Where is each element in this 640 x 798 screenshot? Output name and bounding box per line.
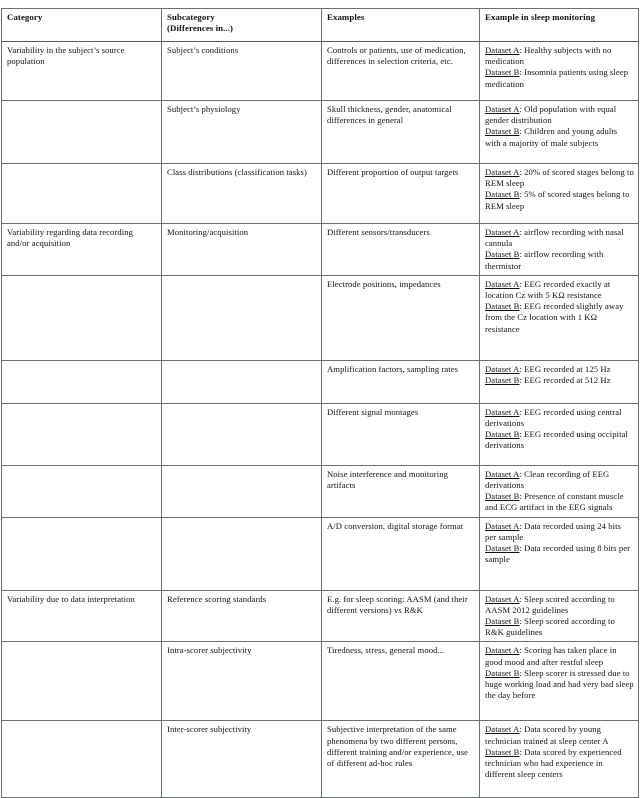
cell-sleep-example: [480, 275, 639, 360]
cell-subcategory-text: Intra-scorer subjectivity: [167, 645, 252, 656]
cell-sleep-example: [480, 642, 639, 721]
dataset-b-label: Dataset B: [485, 543, 520, 554]
cell-category: [2, 517, 162, 590]
variability-sources-table: [1, 8, 639, 798]
dataset-b-text: : Presence of constant muscle and ECG artifact in the EEG signals: [485, 491, 624, 513]
cell-subcategory-text: Subject’s physiology: [167, 104, 241, 114]
table-container: [1, 8, 639, 798]
cell-category: [2, 721, 162, 798]
dataset-a-line: [485, 521, 634, 543]
dataset-a-line: [485, 407, 634, 429]
dataset-b-line: [485, 375, 634, 386]
dataset-b-label: Dataset B: [485, 667, 520, 678]
cell-subcategory: [162, 360, 322, 403]
dataset-b-label: Dataset B: [485, 301, 520, 312]
table-row: [2, 403, 639, 465]
cell-sleep-example: [480, 721, 639, 798]
dataset-a-label: Dataset A: [485, 363, 520, 374]
column-header-subcategory-sublabel: (Differences in...): [167, 23, 233, 34]
cell-examples: [322, 224, 480, 276]
cell-examples: [322, 42, 480, 101]
dataset-b-line: [485, 491, 634, 513]
cell-subcategory-text: Inter-scorer subjectivity: [167, 724, 252, 735]
dataset-b-line: [485, 126, 634, 148]
dataset-a-line: [485, 364, 634, 375]
dataset-b-text: : Insomnia patients using sleep medication: [485, 67, 629, 89]
table-row: [2, 42, 639, 101]
cell-category: [2, 403, 162, 465]
cell-subcategory: [162, 465, 322, 517]
dataset-a-label: Dataset A: [485, 278, 520, 289]
cell-subcategory: [162, 590, 322, 642]
dataset-b-label: Dataset B: [485, 189, 520, 200]
cell-examples-text: Different signal montages: [327, 406, 419, 417]
column-header-category: [2, 9, 162, 42]
dataset-b-line: [485, 67, 634, 89]
dataset-b-label: Dataset B: [485, 429, 520, 440]
dataset-a-text: : 20% of scored stages belong to REM sleep: [485, 167, 634, 189]
table-header: [2, 9, 639, 42]
dataset-a-label: Dataset A: [485, 45, 520, 55]
dataset-b-label: Dataset B: [485, 616, 520, 627]
cell-examples: [322, 164, 480, 224]
cell-category-text: Variability in the subject’s source population: [7, 45, 125, 67]
dataset-b-text: : 5% of scored stages belong to REM sleep: [485, 189, 630, 211]
cut-off-caption-line: [0, 0, 640, 3]
cell-examples: [322, 590, 480, 642]
cell-category-text: Variability due to data interpretation: [7, 593, 135, 604]
dataset-a-text: : EEG recorded using central derivations: [485, 406, 622, 429]
cell-examples-text: Noise interference and monitoring artifacts: [327, 468, 448, 491]
cell-sleep-example: [480, 590, 639, 642]
dataset-a-text: : Scoring has taken place in good mood and after restful sleep: [485, 645, 617, 667]
cell-examples-text: Skull thickness, gender, anatomical differences in general: [327, 104, 452, 126]
cell-subcategory-text: Subject’s conditions: [167, 45, 239, 55]
cell-subcategory: [162, 224, 322, 276]
dataset-b-label: Dataset B: [485, 491, 520, 502]
cell-examples: [322, 517, 480, 590]
cell-examples-text: A/D conversion, digital storage format: [327, 520, 464, 531]
cell-subcategory-text: Monitoring/acquisition: [167, 227, 249, 237]
table-row: [2, 275, 639, 360]
cell-category: [2, 642, 162, 721]
cell-category: [2, 360, 162, 403]
dataset-b-label: Dataset B: [485, 746, 520, 757]
dataset-a-text: : Clean recording of EEG derivations: [485, 468, 610, 491]
column-header-sleep-example: [480, 9, 639, 42]
dataset-a-line: [485, 469, 634, 491]
table-row: [2, 101, 639, 164]
dataset-b-label: Dataset B: [485, 126, 520, 137]
dataset-b-line: [485, 616, 634, 638]
dataset-a-line: [485, 167, 634, 189]
cell-subcategory: [162, 403, 322, 465]
dataset-b-text: : EEG recorded at 512 Hz: [519, 375, 611, 386]
cell-examples: [322, 360, 480, 403]
cell-sleep-example: [480, 224, 639, 276]
dataset-b-line: [485, 747, 634, 781]
column-header-category-label: Category: [7, 12, 43, 22]
cell-examples: [322, 101, 480, 164]
dataset-a-line: [485, 645, 634, 667]
dataset-a-label: Dataset A: [485, 724, 520, 735]
dataset-a-label: Dataset A: [485, 227, 520, 237]
cell-examples: [322, 642, 480, 721]
cell-category: [2, 590, 162, 642]
dataset-b-line: [485, 668, 634, 702]
dataset-b-line: [485, 301, 634, 335]
cell-subcategory: [162, 642, 322, 721]
cell-category: [2, 465, 162, 517]
cell-examples: [322, 721, 480, 798]
cell-examples-text: Subjective interpretation of the same phenomena by two different persons, different training and/or experience, use of different ad-hoc rules: [327, 724, 469, 769]
dataset-b-label: Dataset B: [485, 67, 520, 78]
cell-sleep-example: [480, 465, 639, 517]
dataset-a-label: Dataset A: [485, 593, 520, 604]
dataset-a-label: Dataset A: [485, 645, 520, 656]
dataset-b-line: [485, 249, 634, 271]
cell-category: [2, 275, 162, 360]
dataset-b-label: Dataset B: [485, 375, 520, 386]
dataset-a-line: [485, 724, 634, 746]
cell-examples: [322, 465, 480, 517]
cell-category: [2, 101, 162, 164]
dataset-a-text: : EEG recorded exactly at location Cz with 5 KΩ resistance: [485, 278, 611, 301]
dataset-a-label: Dataset A: [485, 520, 520, 531]
cell-subcategory: [162, 517, 322, 590]
cell-examples-text: Tiredness, stress, general mood...: [327, 645, 445, 656]
cell-category: [2, 224, 162, 276]
cell-subcategory-text: Class distributions (classification tasks): [167, 167, 307, 177]
dataset-b-label: Dataset B: [485, 249, 520, 260]
dataset-b-line: [485, 429, 634, 451]
dataset-b-line: [485, 543, 634, 565]
cell-examples: [322, 403, 480, 465]
dataset-a-label: Dataset A: [485, 104, 520, 114]
dataset-a-line: [485, 227, 634, 249]
dataset-a-text: : airflow recording with nasal cannula: [485, 227, 624, 249]
dataset-b-text: : Sleep scorer is stressed due to huge working load and had very bad sleep the day before: [485, 667, 634, 701]
cell-subcategory: [162, 275, 322, 360]
cell-sleep-example: [480, 403, 639, 465]
cell-examples-text: Amplification factors, sampling rates: [327, 363, 459, 374]
dataset-b-text: : Children and young adults with a majority of male subjects: [485, 126, 618, 148]
dataset-a-line: [485, 594, 634, 616]
cell-subcategory: [162, 164, 322, 224]
table-body: [2, 42, 639, 798]
cell-examples: [322, 275, 480, 360]
header-row: [2, 9, 639, 42]
dataset-b-text: : EEG recorded using occipital derivations: [485, 429, 628, 451]
cell-subcategory: [162, 101, 322, 164]
table-row: [2, 590, 639, 642]
dataset-a-text: : Healthy subjects with no medication: [485, 45, 612, 67]
cell-sleep-example: [480, 164, 639, 224]
dataset-a-text: : EEG recorded at 125 Hz: [519, 363, 611, 374]
dataset-a-line: [485, 45, 634, 67]
cell-sleep-example: [480, 517, 639, 590]
table-row: [2, 164, 639, 224]
cell-sleep-example: [480, 360, 639, 403]
cell-sleep-example: [480, 42, 639, 101]
dataset-b-text: : airflow recording with thermistor: [485, 249, 604, 271]
dataset-b-text: : Data scored by experienced technician who had experience in different sleep centers: [485, 746, 622, 780]
table-row: [2, 465, 639, 517]
column-header-sleep-example-label: Example in sleep monitoring: [485, 12, 596, 22]
dataset-a-text: : Data recorded using 24 bits per sample: [485, 520, 621, 542]
table-row: [2, 224, 639, 276]
column-header-examples-label: Examples: [327, 12, 365, 22]
cell-examples-text: Electrode positions, impedances: [327, 278, 441, 289]
cell-category-text: Variability regarding data recording and/or acquisition: [7, 227, 133, 249]
column-header-subcategory-label: Subcategory: [167, 12, 215, 22]
dataset-a-label: Dataset A: [485, 468, 520, 479]
dataset-a-line: [485, 104, 634, 126]
cell-examples-text: Different sensors/transducers: [327, 227, 430, 237]
cell-examples-text: Different proportion of output targets: [327, 167, 459, 177]
dataset-b-text: : Sleep scored according to R&K guidelines: [485, 616, 615, 638]
dataset-a-text: : Sleep scored according to AASM 2012 guidelines: [485, 593, 615, 615]
table-row: [2, 517, 639, 590]
cell-subcategory: [162, 721, 322, 798]
dataset-a-text: : Data scored by young technician trained at sleep center A: [485, 724, 609, 746]
cell-sleep-example: [480, 101, 639, 164]
cell-category: [2, 42, 162, 101]
cell-subcategory: [162, 42, 322, 101]
cell-category: [2, 164, 162, 224]
cell-examples-text: E.g. for sleep scoring: AASM (and their different versions) vs R&K: [327, 593, 468, 615]
column-header-subcategory: [162, 9, 322, 42]
dataset-b-line: [485, 189, 634, 211]
dataset-a-line: [485, 279, 634, 301]
cell-subcategory-text: Reference scoring standards: [167, 593, 267, 604]
table-row: [2, 721, 639, 798]
dataset-a-text: : Old population with equal gender distribution: [485, 104, 617, 126]
table-row: [2, 360, 639, 403]
dataset-a-label: Dataset A: [485, 167, 520, 177]
column-header-examples: [322, 9, 480, 42]
cell-examples-text: Controls or patients, use of medication, differences in selection criteria, etc.: [327, 45, 466, 67]
table-row: [2, 642, 639, 721]
dataset-b-text: : EEG recorded slightly away from the Cz location with 1 KΩ resistance: [485, 301, 624, 334]
dataset-a-label: Dataset A: [485, 406, 520, 417]
dataset-b-text: : Data recorded using 8 bits per sample: [485, 543, 631, 565]
